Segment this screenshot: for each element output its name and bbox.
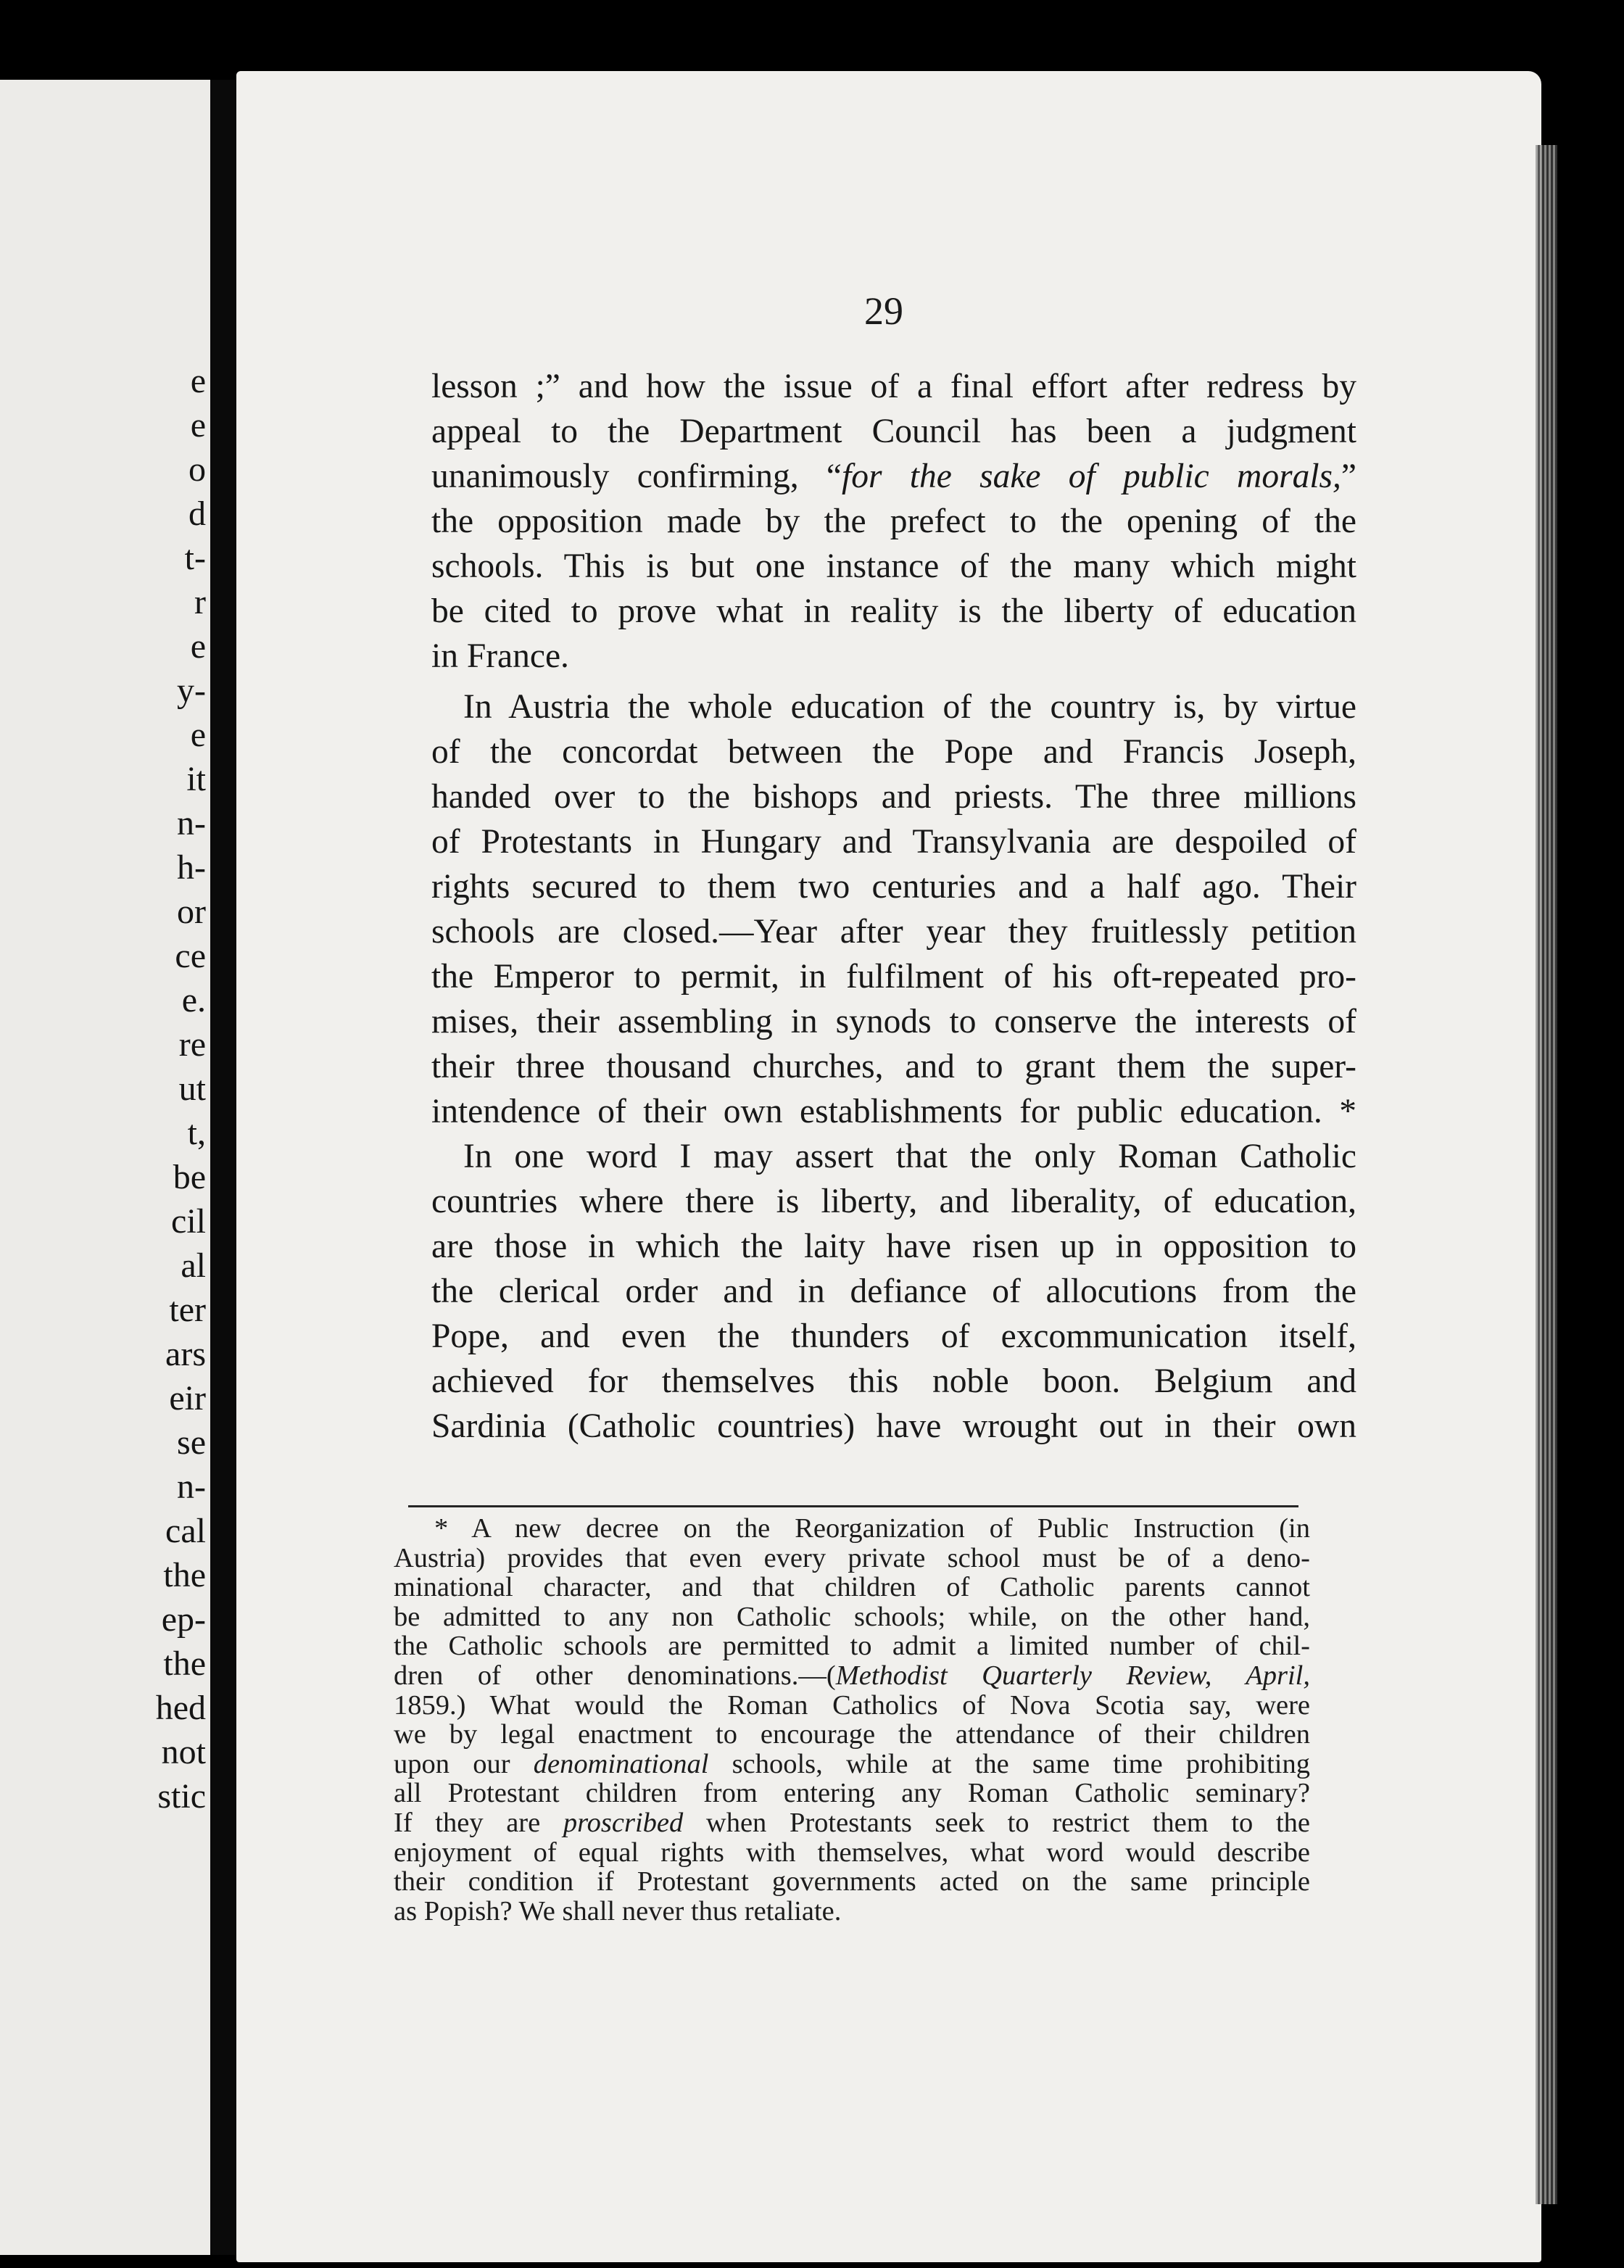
footnote-line: enjoyment of equal rights with themselves, what word would describe [394,1837,1310,1868]
text-line: mises, their assembling in synods to conserve the interests of [431,1003,1356,1040]
gutter-shadow [210,80,239,2255]
fragment: n- [177,804,206,843]
text-line: Sardinia (Catholic countries) have wrought out in their own [431,1407,1356,1445]
fragment: re [178,1025,206,1064]
text-line: in France. [431,637,569,675]
fragment: the [163,1644,206,1683]
footnote-line: If they are proscribed when Protestants seek to restrict them to the [394,1807,1310,1838]
footnote [394,1514,1310,1926]
page-number: 29 [864,289,903,333]
fragment: d [188,494,206,533]
text-line: appeal to the Department Council has been a judgment [431,413,1356,450]
fragment: eir [169,1379,206,1418]
text-line: countries where there is liberty, and liberality, of education, [431,1183,1356,1220]
fragment: e [190,362,206,400]
footnote-line: Austria) provides that even every private school must be of a deno- [394,1542,1310,1573]
fragment: not [161,1733,206,1771]
text-line: their three thousand churches, and to grant them the super- [431,1048,1356,1085]
fragment: stic [157,1777,206,1816]
fragment: the [163,1556,206,1594]
fragment: o [188,450,206,489]
footnote-line: be admitted to any non Catholic schools; while, on the other hand, [394,1601,1310,1632]
text-line: of the concordat between the Pope and Francis Joseph, [431,733,1356,771]
text-line: lesson ;” and how the issue of a final effort after redress by [431,368,1356,405]
fragment: it [186,760,206,798]
fragment: t- [184,539,206,577]
fragment: e [190,406,206,444]
footnote-line: 1859.) What would the Roman Catholics of Nova Scotia say, were [394,1689,1310,1721]
previous-page-line-endings [156,359,206,1818]
footnote-line: all Protestant children from entering any Roman Catholic seminary? [394,1778,1310,1809]
footnote-line: their condition if Protestant governments acted on the same principle [394,1866,1310,1897]
text-line: intendence of their own establishments for public education. * [431,1093,1356,1130]
text-line: handed over to the bishops and priests. The three millions [431,778,1356,816]
body-text [431,364,1356,1449]
fragment: ars [165,1335,206,1373]
fragment: ter [169,1291,206,1329]
fragment: or [177,893,206,931]
fragment: r [194,583,206,621]
fragment: al [181,1246,206,1285]
fragment: cil [171,1202,206,1241]
text-line: In Austria the whole education of the country is, by virtue [463,688,1356,726]
fragment: hed [155,1689,206,1727]
fragment: n- [177,1468,206,1506]
fragment: h- [177,848,206,887]
fragment: ut [178,1069,206,1108]
text-line: schools are closed.—Year after year they fruitlessly petition [431,913,1356,951]
text-line: of Protestants in Hungary and Transylvania are despoiled of [431,823,1356,861]
text-line: the Emperor to permit, in fulfilment of his oft-repeated pro- [431,958,1356,996]
fragment: cal [165,1512,206,1550]
footnote-line: * A new decree on the Reorganization of Public Instruction (in [434,1513,1310,1544]
fragment: be [173,1158,206,1196]
text-line: Pope, and even the thunders of excommunication itself, [431,1317,1356,1355]
text-line: are those in which the laity have risen up in opposition to [431,1228,1356,1265]
text-line: be cited to prove what in reality is the liberty of education [431,592,1356,630]
fragment: y- [177,671,206,710]
fragment: ep- [161,1600,206,1639]
text-line: In one word I may assert that the only Roman Catholic [463,1138,1356,1175]
footnote-line: we by legal enactment to encourage the attendance of their children [394,1719,1310,1750]
page-stack-edge [1536,145,1557,2204]
footnote-divider [408,1505,1298,1507]
fragment: se [177,1423,206,1462]
fragment: e. [181,981,206,1019]
fragment: e [190,627,206,666]
text-line: the opposition made by the prefect to the opening of the [431,502,1356,540]
footnote-line: as Popish? We shall never thus retaliate. [394,1895,842,1926]
footnote-line: minational character, and that children of Catholic parents cannot [394,1572,1310,1603]
previous-page-edge [0,80,210,2255]
text-line: achieved for themselves this noble boon. Belgium and [431,1362,1356,1400]
text-line: schools. This is but one instance of the many which might [431,547,1356,585]
footnote-line: the Catholic schools are permitted to admit a limited number of chil- [394,1631,1310,1662]
text-line: rights secured to them two centuries and a half ago. Their [431,868,1356,906]
footnote-line: dren of other denominations.—(Methodist Quarterly Review, April, [394,1660,1310,1691]
footnote-line: upon our denominational schools, while at the same time prohibiting [394,1748,1310,1779]
text-line: the clerical order and in defiance of allocutions from the [431,1272,1356,1310]
fragment: e [190,716,206,754]
fragment: ce [175,937,206,975]
fragment: t, [187,1114,206,1152]
text-line: unanimously confirming, “for the sake of public morals,” [431,458,1356,495]
